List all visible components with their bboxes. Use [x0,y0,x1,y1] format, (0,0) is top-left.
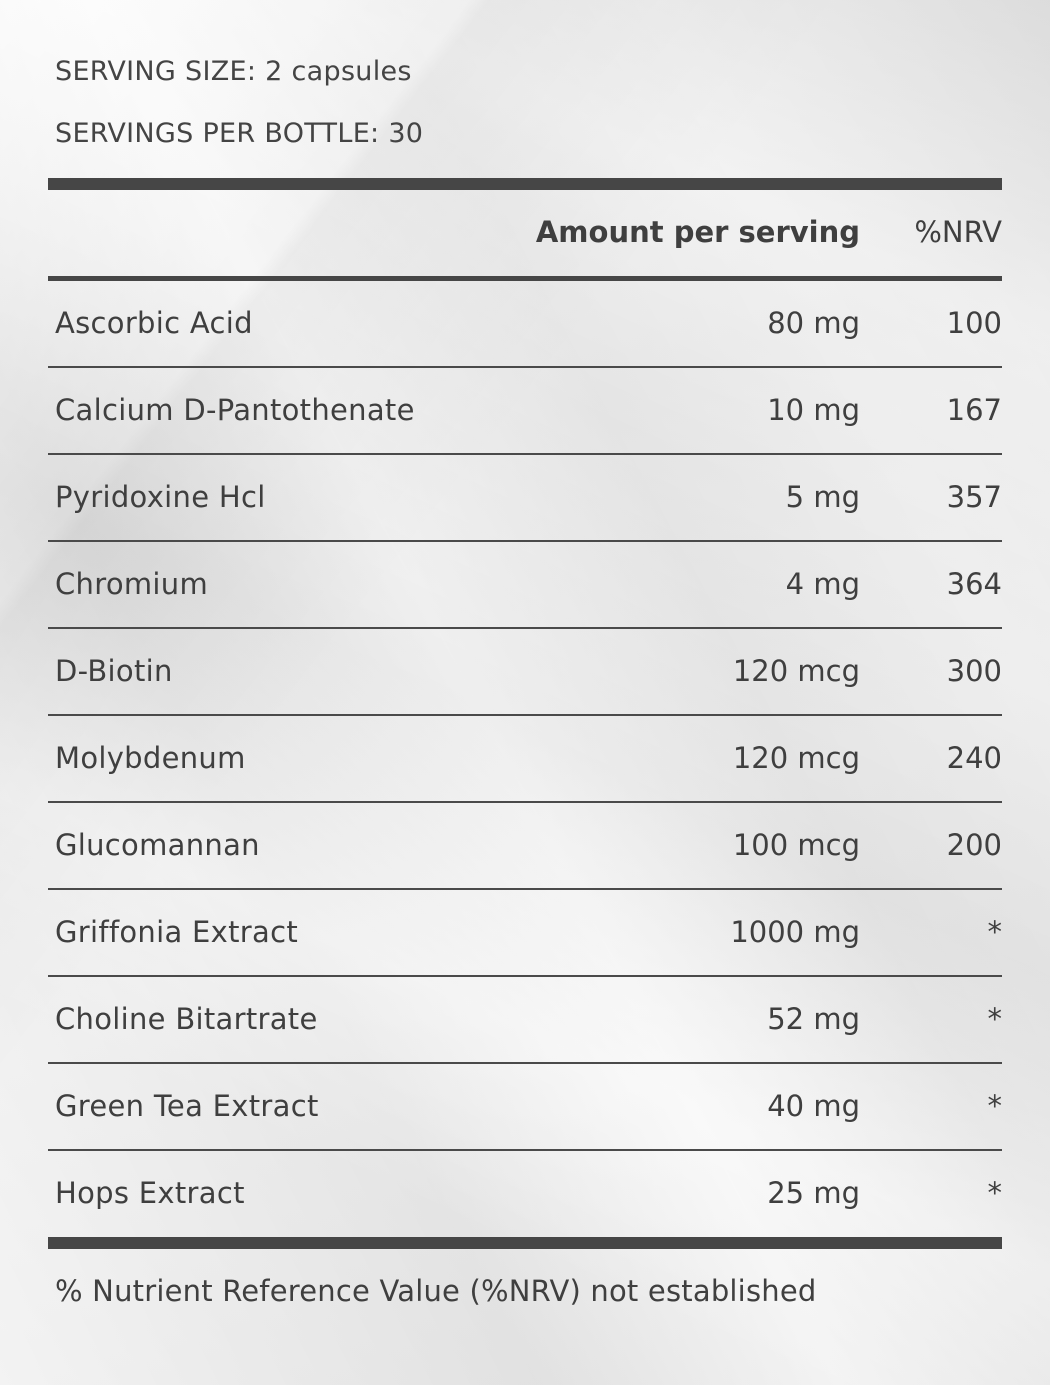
nutrient-name: Hops Extract [55,1176,245,1210]
servings-per-bottle-text: SERVINGS PER BOTTLE: 30 [55,118,424,149]
nutrient-name: D-Biotin [55,654,173,688]
nutrient-amount: 4 mg [785,567,860,601]
table-row [48,629,1002,716]
nutrient-nrv: 167 [946,393,1002,427]
table-row [48,281,1002,368]
nutrient-amount: 80 mg [767,306,860,340]
nutrient-table [48,281,1002,1238]
table-row [48,1151,1002,1238]
nutrient-name: Pyridoxine Hcl [55,480,266,514]
nutrient-name: Glucomannan [55,828,260,862]
nutrient-amount: 5 mg [785,480,860,514]
nutrient-amount: 120 mcg [732,741,860,775]
nutrient-nrv: 300 [946,654,1002,688]
nutrient-nrv: 357 [946,480,1002,514]
nutrient-amount: 1000 mg [730,915,860,949]
table-row [48,368,1002,455]
table-row [48,542,1002,629]
table-row [48,977,1002,1064]
amount-column-header: Amount per serving [535,215,860,249]
nutrient-nrv: 240 [946,741,1002,775]
serving-size-text: SERVING SIZE: 2 capsules [55,56,412,87]
nutrient-nrv: 200 [946,828,1002,862]
nutrient-name: Green Tea Extract [55,1089,319,1123]
nutrient-nrv: * [987,1002,1002,1036]
nutrient-amount: 100 mcg [732,828,860,862]
nutrient-nrv: 364 [946,567,1002,601]
table-row [48,1064,1002,1151]
table-row [48,803,1002,890]
table-row [48,890,1002,977]
nutrient-amount: 120 mcg [732,654,860,688]
nutrient-amount: 40 mg [767,1089,860,1123]
nutrient-name: Calcium D-Pantothenate [55,393,415,427]
nutrient-nrv: * [987,915,1002,949]
nrv-footnote: % Nutrient Reference Value (%NRV) not established [55,1274,817,1308]
nutrient-nrv: * [987,1176,1002,1210]
bottom-divider [48,1237,1002,1249]
nrv-column-header: %NRV [914,215,1002,249]
nutrient-name: Molybdenum [55,741,246,775]
nutrient-amount: 52 mg [767,1002,860,1036]
nutrient-name: Chromium [55,567,208,601]
top-divider [48,178,1002,190]
nutrient-amount: 25 mg [767,1176,860,1210]
nutrient-name: Choline Bitartrate [55,1002,318,1036]
nutrient-name: Griffonia Extract [55,915,299,949]
nutrient-nrv: * [987,1089,1002,1123]
nutrient-nrv: 100 [946,306,1002,340]
nutrient-amount: 10 mg [767,393,860,427]
table-row [48,716,1002,803]
table-row [48,455,1002,542]
nutrient-name: Ascorbic Acid [55,306,253,340]
